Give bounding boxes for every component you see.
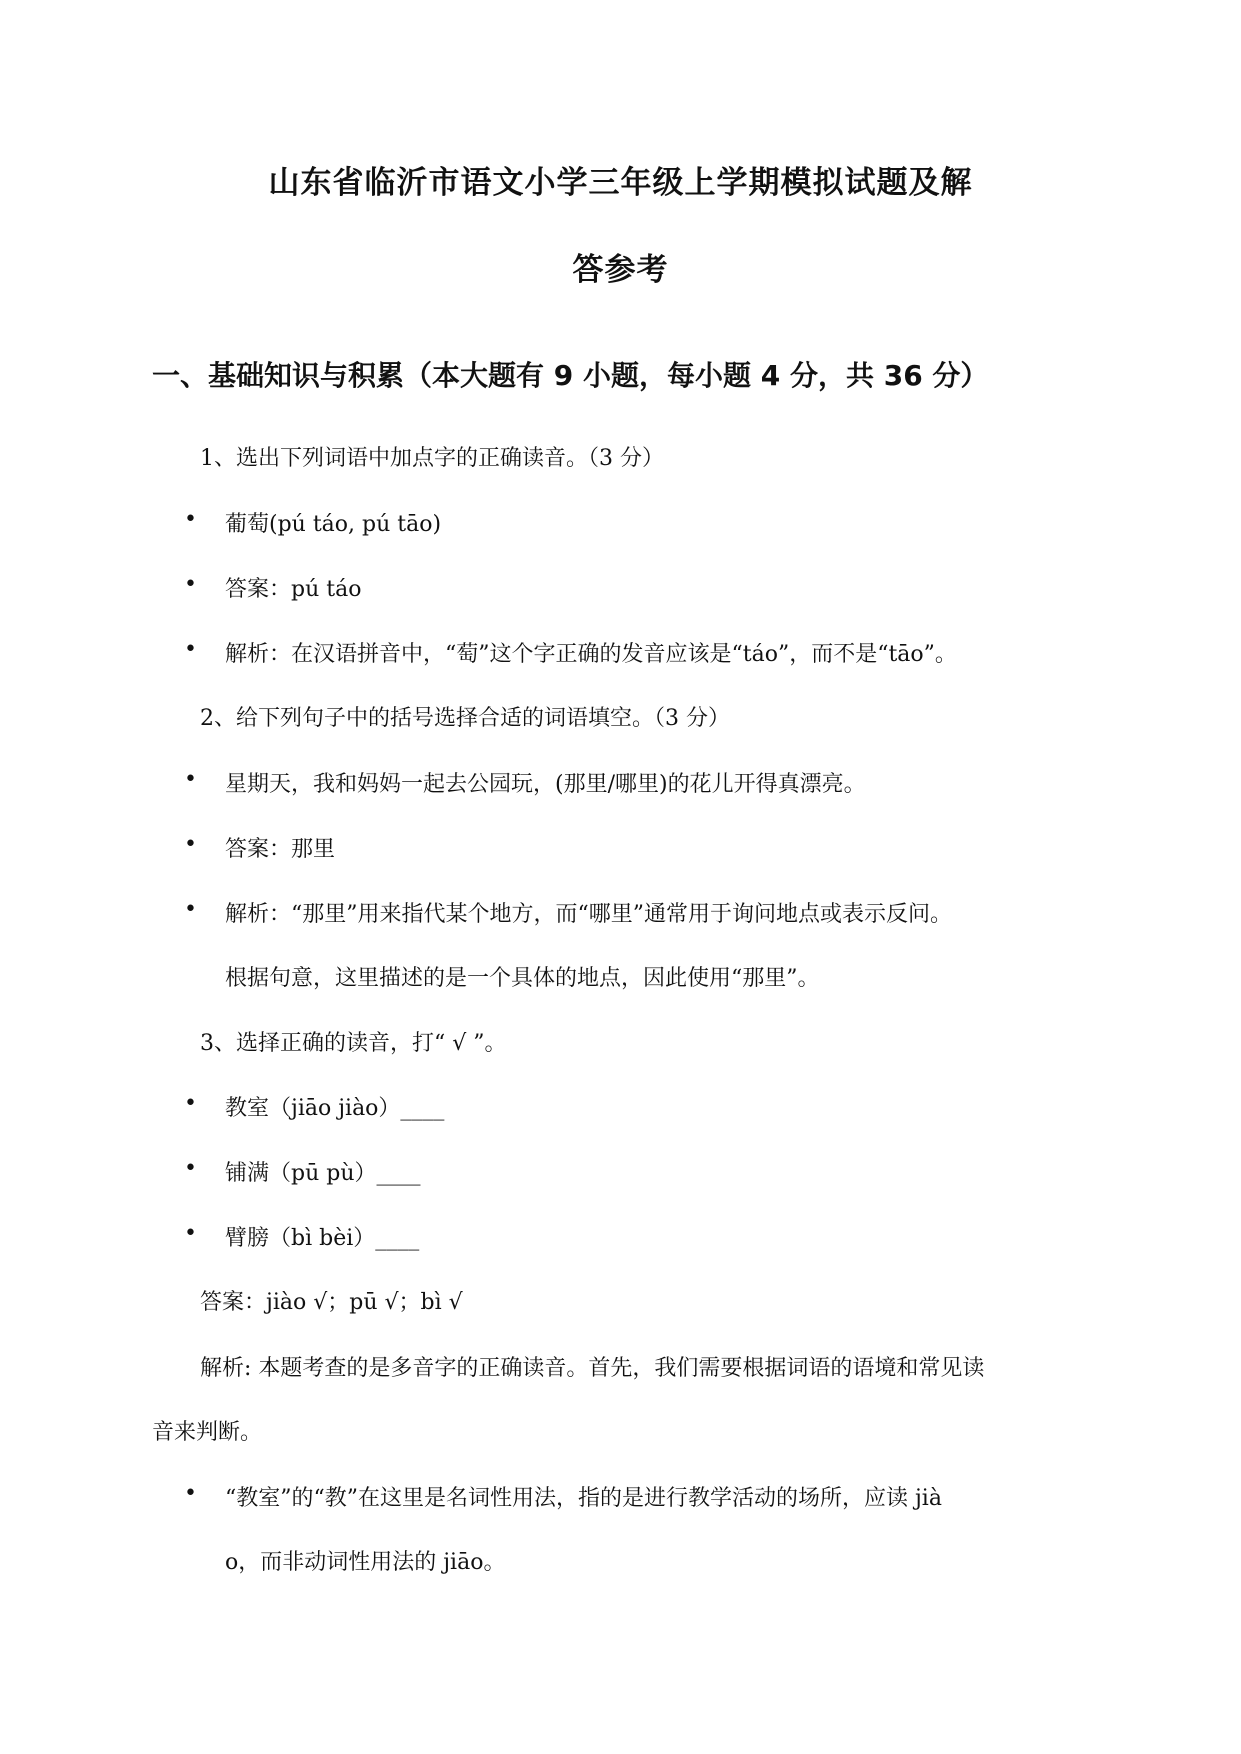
list-item-text: 星期天，我和妈妈一起去公园玩，(那里/哪里)的花儿开得真漂亮。 — [225, 772, 866, 797]
question-1-prompt: 1、选出下列词语中加点字的正确读音。（3 分） — [200, 446, 664, 471]
list-item-text: 解析：在汉语拼音中，“萄”这个字正确的发音应该是“táo”，而不是“tāo”。 — [225, 642, 957, 667]
bullet-dot-icon: • — [184, 507, 197, 532]
bullet-dot-icon: • — [184, 1091, 197, 1116]
bullet-dot-icon: • — [184, 1156, 197, 1181]
list-item-text: 解析：“那里”用来指代某个地方，而“哪里”通常用于询问地点或表示反问。 — [225, 902, 952, 927]
bullet-dot-icon: • — [184, 897, 197, 922]
list-item-text: 葡萄(pú táo, pú tāo) — [225, 512, 442, 537]
section-heading-basics: 一、基础知识与积累（本大题有 9 小题，每小题 4 分，共 36 分） — [152, 359, 989, 392]
bullet-dot-icon: • — [184, 637, 197, 662]
list-item-text: “教室”的“教”在这里是名词性用法，指的是进行教学活动的场所，应读 jià — [225, 1486, 942, 1511]
document-title-line1: 山东省临沂市语文小学三年级上学期模拟试题及解 — [268, 165, 973, 201]
bullet-dot-icon: • — [184, 1221, 197, 1246]
bullet-dot-icon: • — [184, 767, 197, 792]
question-3-prompt: 3、选择正确的读音，打“ √ ”。 — [200, 1031, 507, 1056]
question-2-prompt: 2、给下列句子中的括号选择合适的词语填空。（3 分） — [200, 706, 730, 731]
bullet-dot-icon: • — [184, 1481, 197, 1506]
bullet-dot-icon: • — [184, 572, 197, 597]
list-item-text: 教室（jiāo jiào）____ — [225, 1096, 445, 1121]
question-3-answer: 答案：jiào √；pū √；bì √ — [200, 1290, 463, 1315]
document-title-line2: 答参考 — [572, 252, 669, 288]
list-item-text: 答案：pú táo — [225, 577, 362, 602]
bullet-dot-icon: • — [184, 832, 197, 857]
question-3-analysis-continuation: 音来判断。 — [152, 1420, 263, 1445]
question-3-analysis: 解析: 本题考查的是多音字的正确读音。首先，我们需要根据词语的语境和常见读 — [200, 1356, 985, 1381]
list-item-continuation: 根据句意，这里描述的是一个具体的地点，因此使用“那里”。 — [225, 966, 820, 991]
list-item-text: 铺满（pū pù）____ — [225, 1161, 421, 1186]
list-item-text: 答案：那里 — [225, 837, 336, 862]
list-item-text: 臂膀（bì bèi）____ — [225, 1226, 420, 1251]
list-item-continuation: o，而非动词性用法的 jiāo。 — [225, 1550, 506, 1575]
